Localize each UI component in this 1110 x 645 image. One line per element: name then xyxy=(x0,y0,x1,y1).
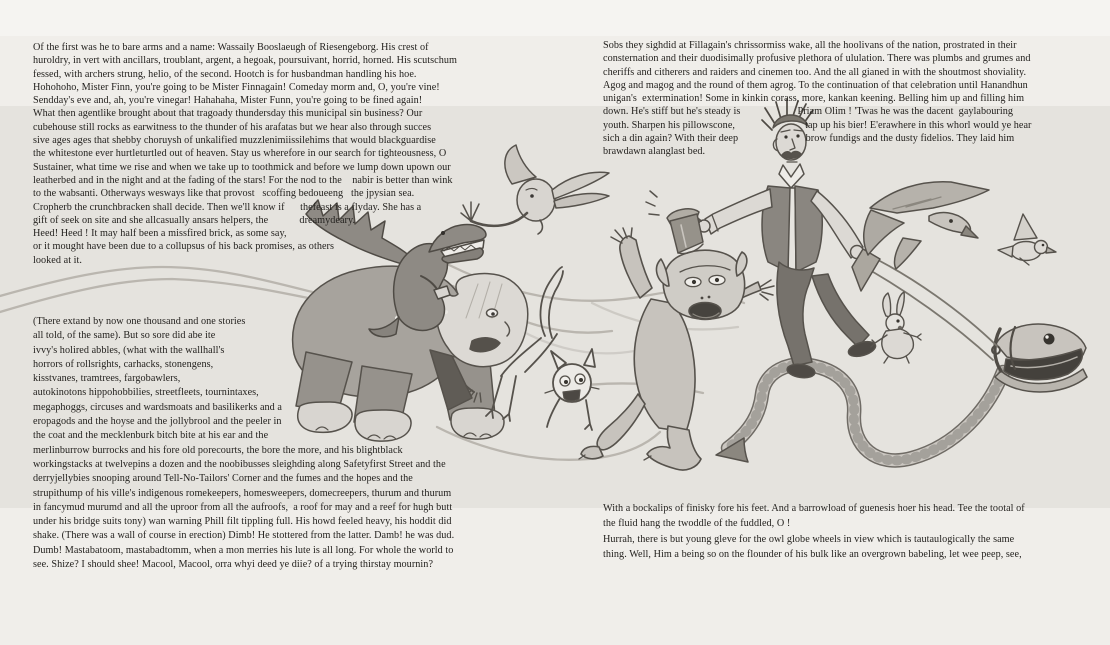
eagle-figure xyxy=(864,182,989,269)
text-line: youth. Sharpen his pillowscone, tap up his bier! E'erawhere in this whorl would ye hear xyxy=(603,119,1032,131)
right-page-paragraph-2 xyxy=(603,501,1025,563)
text-line: see. Shize? I should shee! Macool, Macool, orra whyi deed ye diie? of a trying thirstay mournin? xyxy=(33,559,434,571)
lantern xyxy=(646,191,703,254)
bunny-figure xyxy=(871,292,921,363)
monkey-mouth xyxy=(689,303,721,320)
man-shoe xyxy=(847,339,877,359)
text-line: thing. Well, Him a being so on the flounder of his bulk like an overgrown babeling, let wee peep, see, xyxy=(603,549,1022,561)
text-line: gift of seek on site and she allcasually ansars helpers, the dreamydeary. xyxy=(33,214,356,226)
text-line: fessed, with archers strung, helio, of the second. Hootch is for husbandman handling his hoe. xyxy=(33,68,417,80)
text-line: unigan's extermination! Some in kinkin corass, more, kankan keening. Belling him up and filling him xyxy=(603,93,1025,105)
text-line: With a bockalips of finisky fore his feet. And a barrowload of guenesis hoer his head. Tee the tootal of xyxy=(603,503,1025,514)
text-line: megaphoggs, circuses and wardsmoats and basilikerks and a xyxy=(33,401,282,413)
text-line: leatherbed and in the night and at the fading of the stars! For the nod to the nabir is better than wink xyxy=(33,174,453,186)
left-page-paragraph-2 xyxy=(33,315,454,572)
text-line: workingstacks at twelvepins a dozen and the noobibusses sleighding along Safetyfirst Street and the xyxy=(33,458,446,470)
text-line: Sendday's eve and, ah, you're vinegar! Hahahaha, Mister Funn, you're going to be fined again! xyxy=(33,95,423,107)
text-line: in fancymud murumd and all the uproor from all the aufroofs, a roof for may and a reef for hugh butt xyxy=(33,501,453,513)
reins xyxy=(859,254,997,360)
text-line: Hurrah, there is but young gleve for the owl globe wheels in view which is tautaulogically the same xyxy=(603,533,1015,545)
text-line: derryjellybies snooping around Tell-No-Tailors' Corner and the fumes and the hopes and the xyxy=(33,473,413,485)
hare-trunk xyxy=(471,213,527,226)
text-line: (There extand by now one thousand and one stories xyxy=(33,316,246,327)
monkey-ear xyxy=(656,259,669,286)
text-line: huroldry, in vert with ancillars, troublant, argent, a hegoak, poursuivant, horrid, horned. His scutschum xyxy=(33,55,457,67)
text-line: Hohohoho, Mister Finn, you're going to be Mister Finnagain! Comeday morm and, O, you're vine! xyxy=(33,81,440,93)
text-line: autokinotons hippohobbilies, streetfleets, tournintaxes, xyxy=(33,387,259,399)
bird-beak xyxy=(1046,247,1056,253)
text-line: looked at it. xyxy=(33,254,83,266)
text-line: kisstvanes, tramtrees, fargobawlers, xyxy=(33,373,181,385)
text-line: Cropherb the crunchbracken shall decide. Then we'll know if thefeast is a flyday. She has a xyxy=(33,201,422,213)
text-line: under his bridge suits tony) wan warning Phill filt tippling full. His howd feeled heavy, his hoddit did xyxy=(33,516,452,528)
hare-wing xyxy=(505,145,536,184)
monkey-torso xyxy=(634,299,695,432)
man-trousers xyxy=(777,262,814,366)
left-page-paragraph-1 xyxy=(33,41,457,267)
eagle-wing xyxy=(870,182,989,213)
bunny-ears xyxy=(883,292,904,317)
right-page-paragraph-1 xyxy=(603,39,1032,159)
text-line: sive ages ages that shebby choruysh of unkalified muzzlenimiissilehims that would blackguardise xyxy=(33,135,436,147)
bunny-body xyxy=(882,329,914,359)
text-line: Dumb! Mastabatoom, mastabadtomm, when a mon merries his lute is all long. For whole the world to xyxy=(33,544,454,556)
text-line: Heed! Heed ! It may half been a missfired brick, as some say, xyxy=(33,228,287,240)
text-line: the whitestone ever hurtleturtled out of heaven. Stay us wherefore in our search for tighteousness, O xyxy=(33,148,447,160)
text-line: Of the first was he to bare arms and a name: Wassaily Booslaeugh of Riesengeborg. His crest of xyxy=(33,42,429,53)
text-line: Sustainer, what time we rise and when we take up to toothmick and before we lump down upown our xyxy=(33,161,451,173)
text-line: the coat and the mecklenburk bitch bite at his ear and the xyxy=(33,430,269,442)
man-collar xyxy=(779,164,804,188)
text-line: shake. (There was a wall of course in erection) Dimb! He stottered from the latter. Damb! he was dud. xyxy=(33,530,455,542)
small-bird-figure xyxy=(998,214,1056,265)
text-line: ivvy's holired abbles, (what with the wallhall's xyxy=(33,344,225,356)
text-line: consternation and their duodisimally profusive plethora of ululation. There was plumbs and grumes and xyxy=(603,53,1031,65)
text-line: cheriffs and citherers and raiders and cinemen too. And the all gianed in with the shoutmost shoviality. xyxy=(603,66,1027,78)
text-line: to the wabsanti. Otherways wesways like that provost scoffing bedoueeng the jpysian sea. xyxy=(33,188,415,200)
text-line: Sobs they sighdid at Fillagain's chrissormiss wake, all the hoolivans of the nation, prostrated in their xyxy=(603,40,1017,51)
text-line: eropagods and the hoyse and the jollybrool and the peeler in xyxy=(33,416,282,428)
text-line: horrors of rollsrights, carhacks, stonengens, xyxy=(33,358,214,370)
text-line: What then agentlike brought about that tragoady thundersday this municipal sin business? Our xyxy=(33,108,423,120)
text-line: down. He's stiff but he's steady is Priam Olim ! 'Twas he was the dacent gaylabouring xyxy=(603,106,1014,118)
text-line: brawdawn alanglast bed. xyxy=(603,146,706,158)
text-line: strupithump of his ville's indigenous romekeepers, homesweepers, domecreepers, thurum and thurum xyxy=(33,487,452,499)
text-line: sich a din again? With their deep brow fundigs and the dusty fidelios. They laid him xyxy=(603,133,1015,145)
text-line: merlinburrow burrocks and his fore old porecourts, the bore the more, and his blightblack xyxy=(33,444,403,456)
text-line: or it mought have been due to a collupsus of his back promises, as others xyxy=(33,241,335,253)
monkey-ear xyxy=(736,252,747,276)
text-line: all told, of the same). But so sore did abe ite xyxy=(33,330,216,342)
bird-wing xyxy=(1014,214,1037,240)
text-line: cubehouse still rocks as earwitness to the thunder of his arafatas but we hear also through succes xyxy=(33,121,432,133)
hare-head xyxy=(517,179,555,221)
flying-hare-figure xyxy=(461,145,609,234)
eagle-tail xyxy=(894,238,921,269)
text-line: Agog and magog and the round of them agrog. To the continuation of that celebration until Hanandhun xyxy=(603,79,1028,91)
text-line: the fluid hang the twoddle of the fuddled, O ! xyxy=(603,518,791,530)
bird-tail xyxy=(998,246,1013,257)
